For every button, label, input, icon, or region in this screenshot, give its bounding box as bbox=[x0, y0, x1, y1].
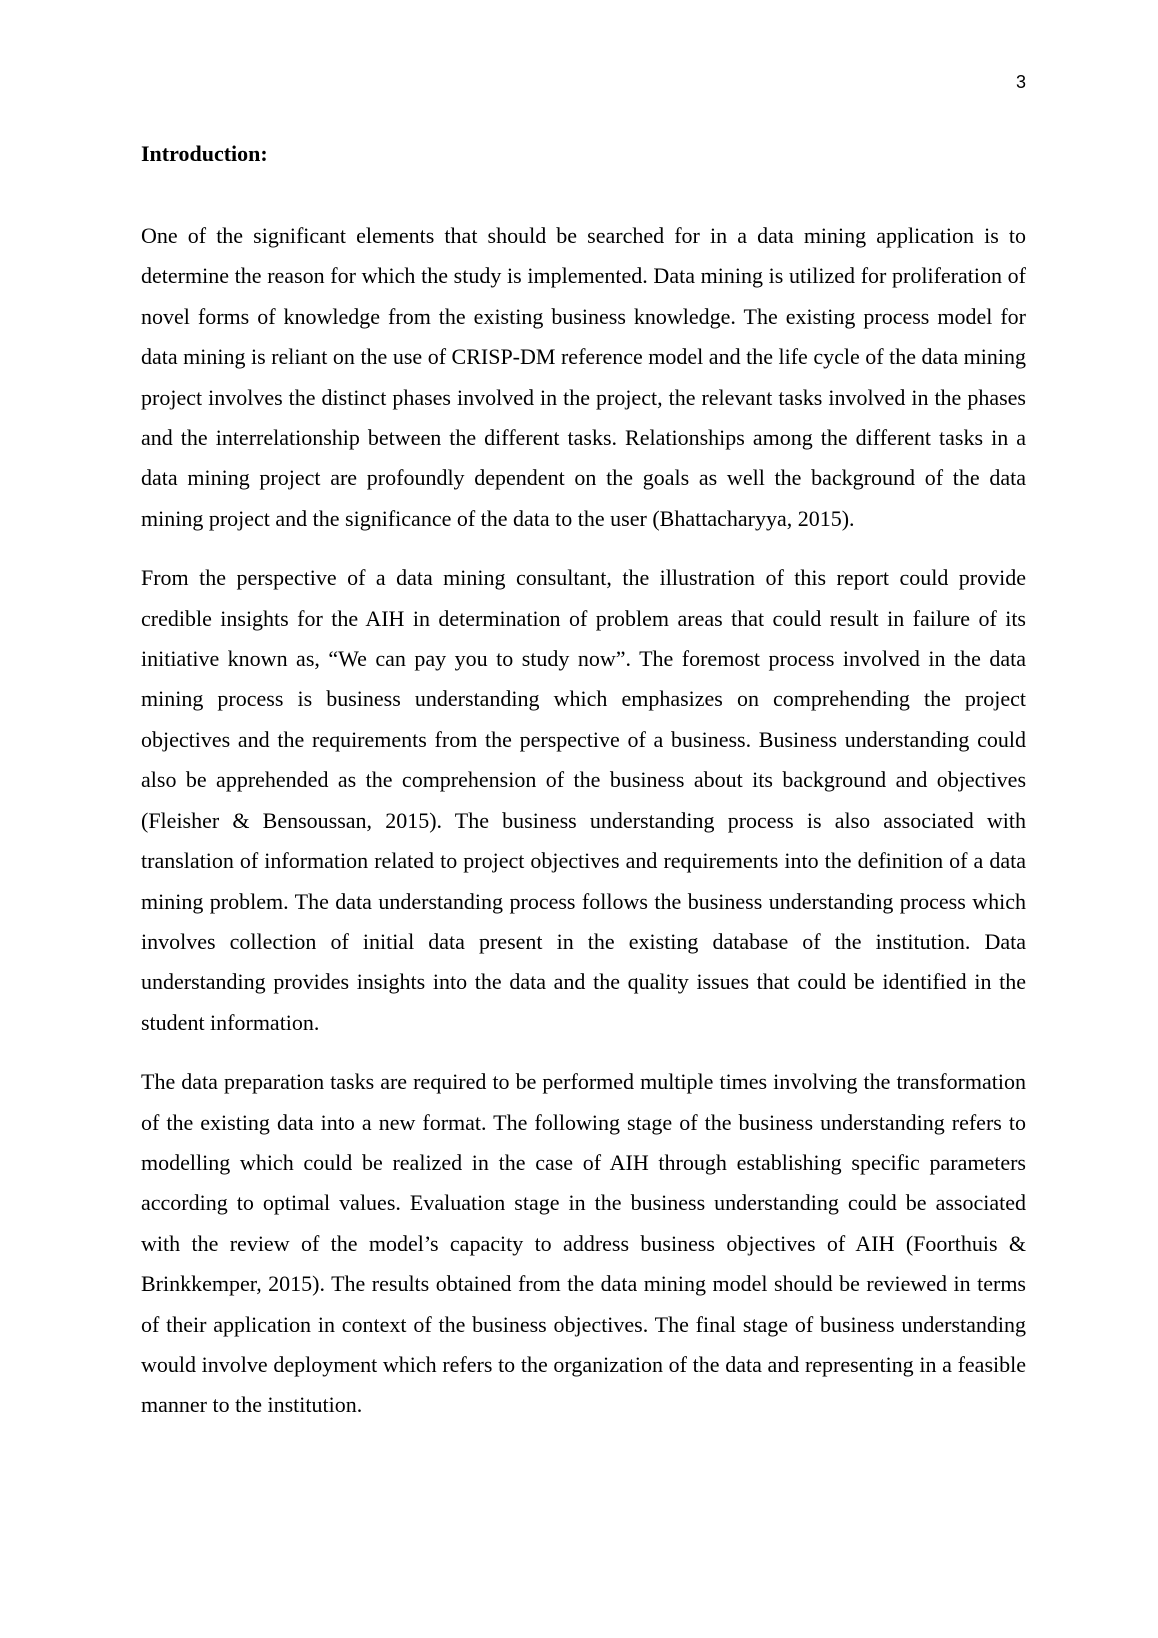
body-text bbox=[141, 216, 1026, 1445]
paragraph-3: The data preparation tasks are required to be performed multiple times involving the transformation of the existing data into a new format. The following stage of the business understanding refers to modelling which could be realized in the case of AIH through establishing specific parameters according to optimal values. Evaluation stage in the business understanding could be associated with the review of the model’s capacity to address business objectives of AIH (Foorthuis & Brinkkemper, 2015). The results obtained from the data mining model should be reviewed in terms of their application in context of the business objectives. The final stage of business understanding would involve deployment which refers to the organization of the data and representing in a feasible manner to the institution. bbox=[141, 1069, 1026, 1418]
paragraph-2: From the perspective of a data mining consultant, the illustration of this report could provide credible insights for the AIH in determination of problem areas that could result in failure of its initiative known as, “We can pay you to study now”. The foremost process involved in the data mining process is business understanding which emphasizes on comprehending the project objectives and the requirements from the perspective of a business. Business understanding could also be apprehended as the comprehension of the business about its background and objectives (Fleisher & Bensoussan, 2015). The business understanding process is also associated with translation of information related to project objectives and requirements into the definition of a data mining problem. The data understanding process follows the business understanding process which involves collection of initial data present in the existing database of the institution. Data understanding provides insights into the data and the quality issues that could be identified in the student information. bbox=[141, 565, 1026, 1035]
paragraph-1: One of the significant elements that should be searched for in a data mining application is to determine the reason for which the study is implemented. Data mining is utilized for proliferation of novel forms of knowledge from the existing business knowledge. The existing process model for data mining is reliant on the use of CRISP-DM reference model and the life cycle of the data mining project involves the distinct phases involved in the project, the relevant tasks involved in the phases and the interrelationship between the different tasks. Relationships among the different tasks in a data mining project are profoundly dependent on the goals as well the background of the data mining project and the significance of the data to the user (Bhattacharyya, 2015). bbox=[141, 223, 1026, 531]
page-number: 3 bbox=[1015, 72, 1026, 92]
section-heading: Introduction: bbox=[141, 141, 268, 166]
